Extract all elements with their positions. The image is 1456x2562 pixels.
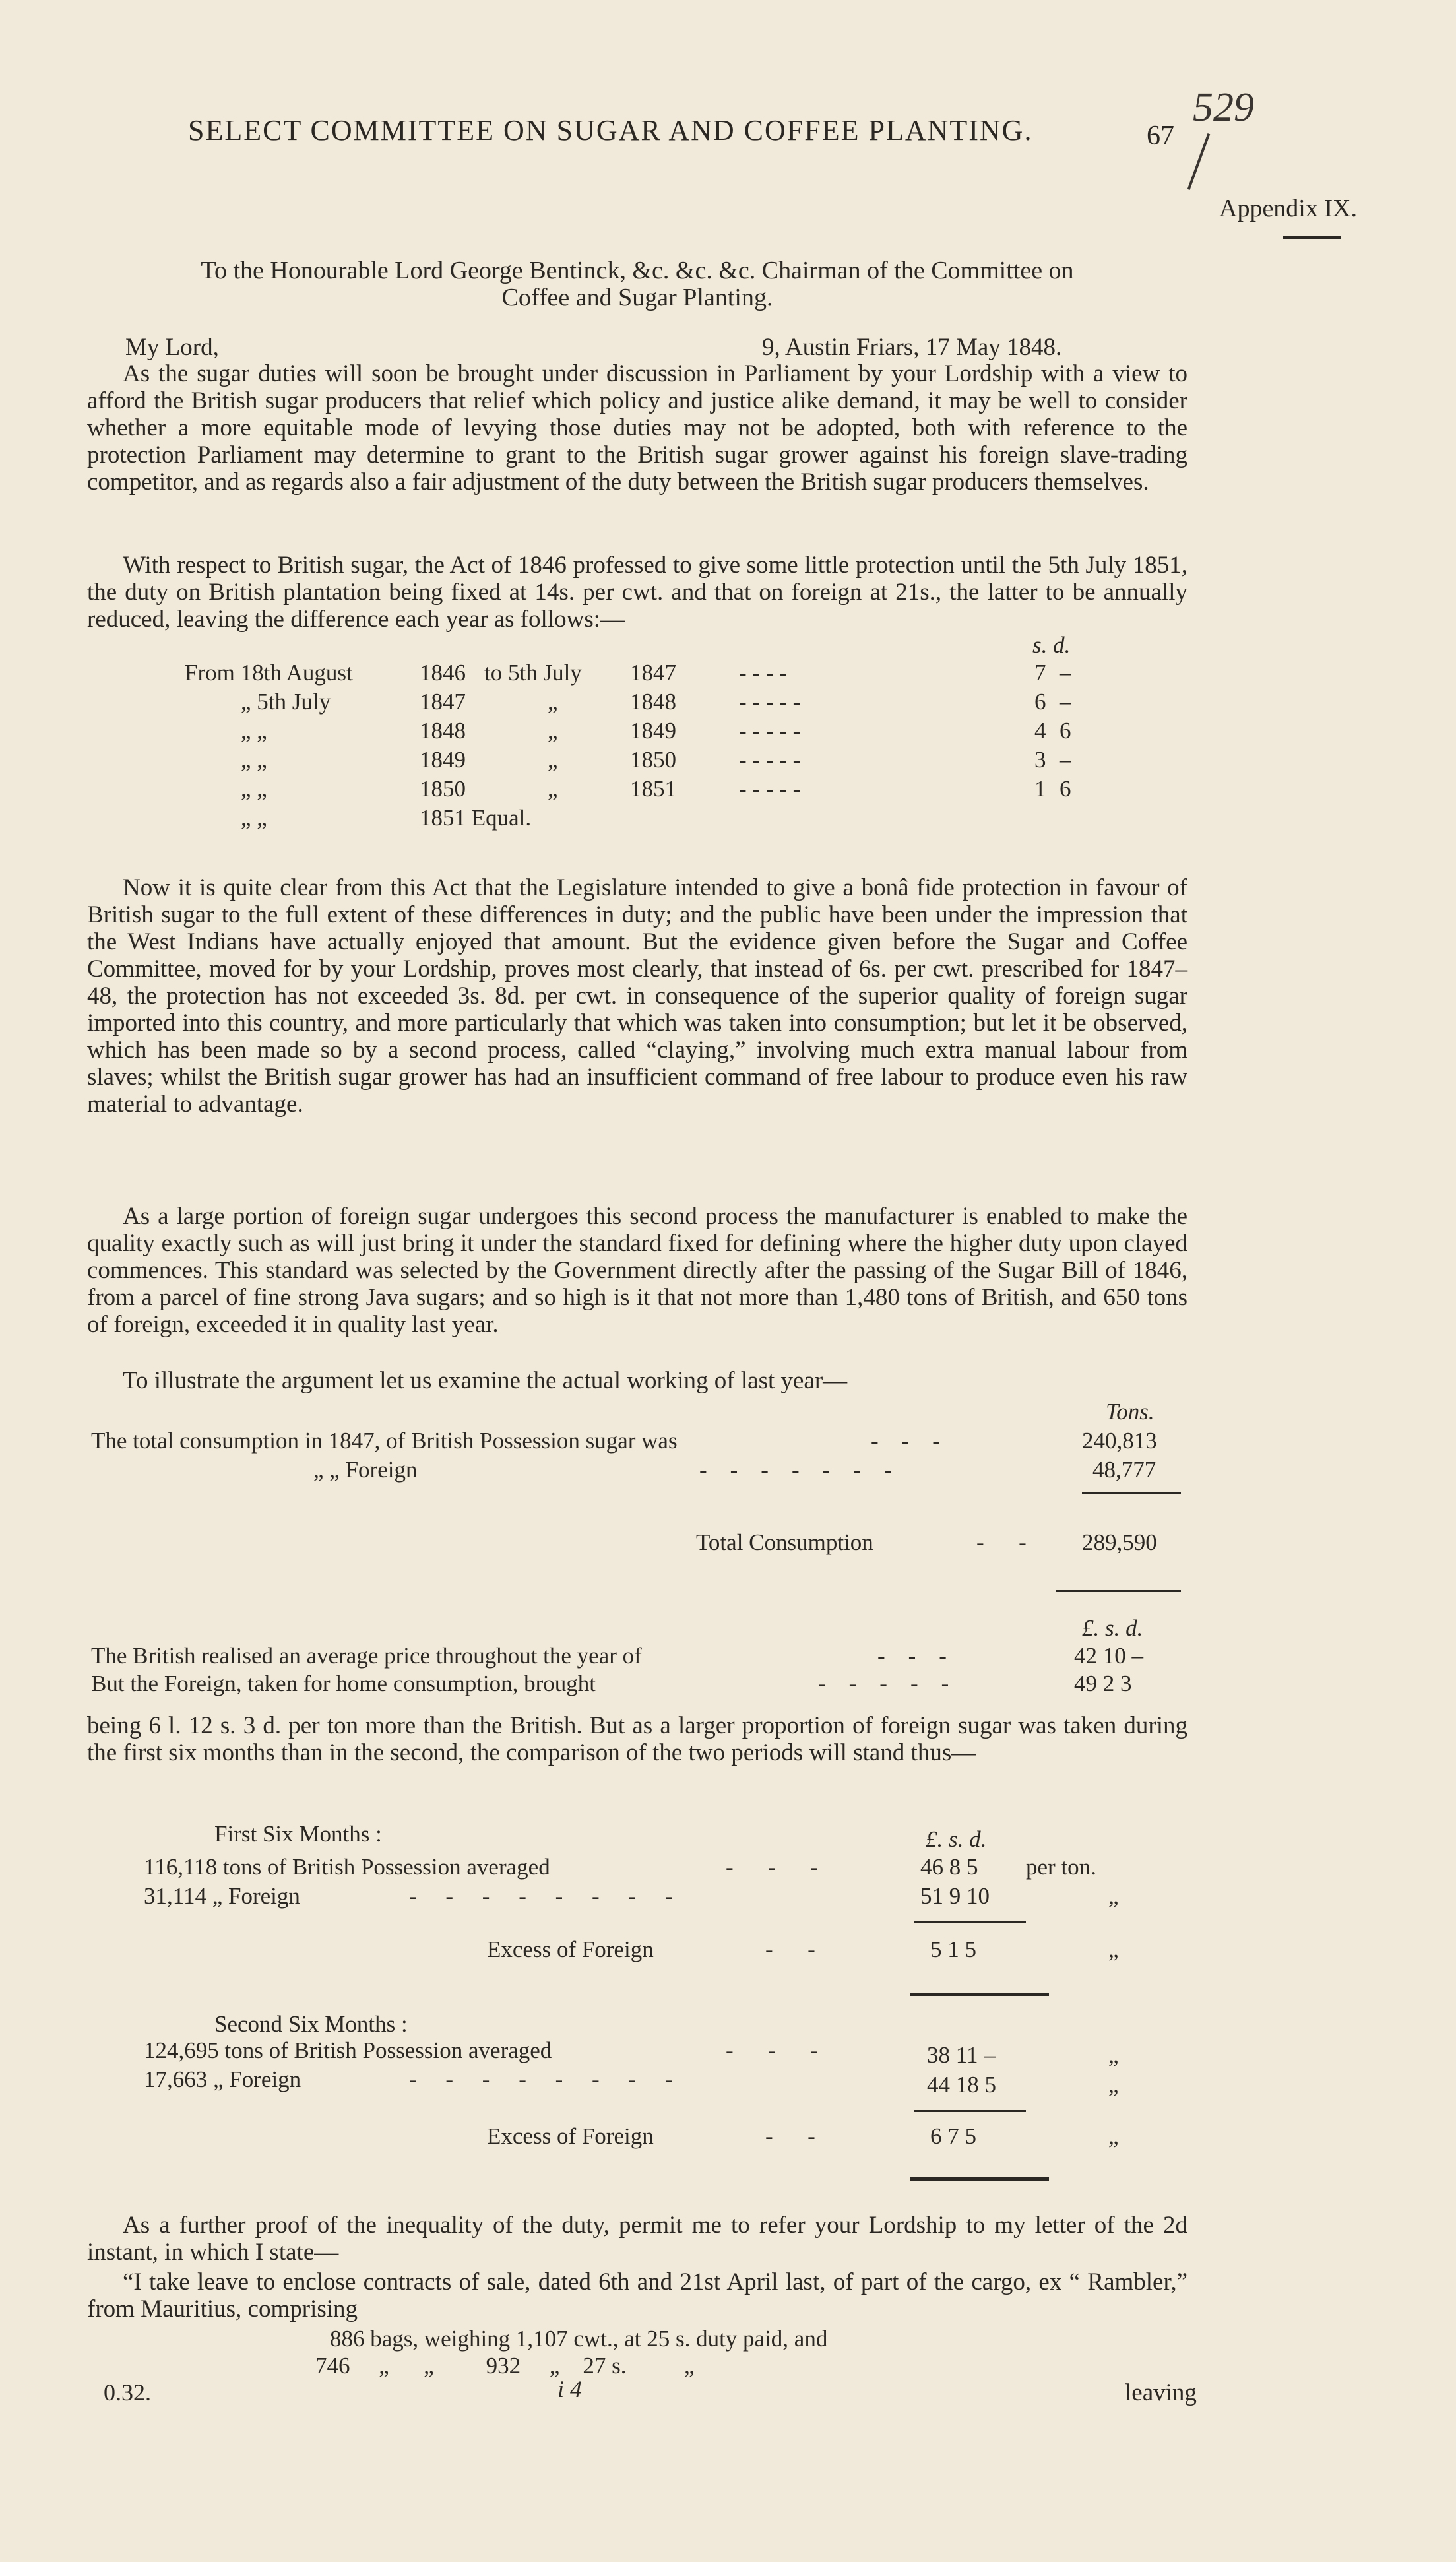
paragraph-8: “I take leave to enclose contracts of sale, dated 6th and 21st April last, of part of the cargo, ex “ Rambler,” from Mauritius, comprising — [87, 2268, 1187, 2322]
second-six-months-title: Second Six Months : — [214, 2011, 408, 2037]
handwritten-folio-number: 529 — [1193, 85, 1254, 130]
dash-leader: - - - — [871, 1428, 940, 1454]
sum-rule — [914, 1921, 1026, 1923]
consumption-british-label: The total consumption in 1847, of British Possession sugar was — [91, 1428, 678, 1454]
bags-line-1: 886 bags, weighing 1,107 cwt., at 25 s. duty paid, and — [330, 2326, 828, 2352]
appendix-rule — [1283, 236, 1341, 239]
dash-leader: - - - - - - - - — [409, 1883, 673, 1909]
paragraph-7-block — [87, 2212, 1187, 2266]
address-block — [87, 257, 1187, 311]
paragraph-3-block — [87, 874, 1187, 1118]
paragraph-4-block — [87, 1203, 1187, 1338]
ditto-mark: „ — [1108, 1883, 1119, 1909]
paragraph-1: As the sugar duties will soon be brought under discussion in Parliament by your Lordship with a view to afford the British sugar producers that relief which policy and justice alike demand, it may be well to consider whether a more equitable mode of levying those duties may not be adopted, both with reference to the protection Parliament may determine to grant to the British sugar grower against his foreign slave-trading competitor, and as regards also a fair adjustment of the duty between the British sugar producers themselves. — [87, 360, 1187, 496]
consumption-total-value: 289,590 — [1082, 1529, 1157, 1555]
british-price-value: 42 10 – — [1074, 1643, 1143, 1669]
paragraph-6-block — [87, 1712, 1187, 1766]
second-foreign-label: 17,663 „ Foreign — [144, 2066, 301, 2092]
dash-leader: - - — [976, 1529, 1027, 1555]
second-excess-value: 6 7 5 — [930, 2123, 976, 2149]
paragraph-2: With respect to British sugar, the Act of 1846 professed to give some little protection until the 5th July 1851, the duty on British plantation being fixed at 14s. per cwt. and that on foreign at 21s., the latter to be annually reduced, leaving the difference each year as follows:— — [87, 552, 1187, 633]
tons-unit-header: Tons. — [1106, 1399, 1155, 1425]
foreign-price-value: 49 2 3 — [1074, 1671, 1132, 1696]
six-months-header: £. s. d. — [926, 1826, 987, 1852]
first-foreign-value: 51 9 10 — [920, 1883, 990, 1909]
consumption-foreign-value: 48,777 — [1092, 1457, 1156, 1483]
consumption-total-label: Total Consumption — [696, 1529, 873, 1555]
dash-leader: - - - - - - - - — [409, 2066, 673, 2092]
total-rule — [910, 1993, 1049, 1996]
ditto-mark: „ — [1108, 2042, 1119, 2068]
paragraph-5: To illustrate the argument let us examine the actual working of last year— — [123, 1367, 848, 1394]
dash-leader: - - — [765, 1937, 815, 1962]
british-price-label: The British realised an average price throughout the year of — [91, 1643, 642, 1669]
per-ton-unit: per ton. — [1026, 1854, 1096, 1880]
paragraph-5-block — [87, 1367, 1187, 1394]
sum-rule — [1082, 1492, 1181, 1494]
page-number: 67 — [1147, 121, 1174, 151]
handwritten-stroke — [1187, 133, 1211, 190]
paragraph-7: As a further proof of the inequality of the duty, permit me to refer your Lordship to my letter of the 2d instant, in which I state— — [87, 2212, 1187, 2266]
total-rule — [910, 2177, 1049, 2181]
total-rule — [1056, 1590, 1181, 1592]
first-foreign-label: 31,114 „ Foreign — [144, 1883, 300, 1909]
foreign-price-label: But the Foreign, taken for home consumption, brought — [91, 1671, 596, 1696]
address-line-2: Coffee and Sugar Planting. — [501, 284, 773, 311]
paragraph-3: Now it is quite clear from this Act that the Legislature intended to give a bonâ fide protection in favour of British sugar to the full extent of these differences in duty; and the public have been under the impression that the West Indians have actually enjoyed that amount. But the evidence given before the Sugar and Coffee Committee, moved for by your Lordship, proves most clearly, that instead of 6s. per cwt. prescribed for 1847–48, the protection has not exceeded 3s. 8d. per cwt. in consequence of the superior quality of foreign sugar imported into this country, and more particularly that which was taken into consumption; but let it be observed, which has been made so by a second process, called “claying,” involving much extra manual labour from slaves; whilst the British sugar grower has had an insufficient command of free labour to produce even his raw material to advantage. — [87, 874, 1187, 1118]
dash-leader: - - — [765, 2123, 815, 2149]
catchword: leaving — [1125, 2379, 1197, 2406]
dash-leader: - - - — [726, 2037, 818, 2063]
consumption-british-value: 240,813 — [1082, 1428, 1157, 1454]
bags-line-2: 746 „ „ 932 „ 27 s. „ — [315, 2353, 695, 2379]
second-british-value: 38 11 – — [927, 2042, 996, 2068]
dash-leader: - - - — [726, 1854, 818, 1880]
dash-leader: - - - - - - - — [699, 1457, 892, 1483]
price-header: £. s. d. — [1082, 1615, 1143, 1641]
paragraph-2-block — [87, 552, 1187, 633]
dateline: 9, Austin Friars, 17 May 1848. — [762, 334, 1062, 361]
appendix-label: Appendix IX. — [1219, 195, 1357, 222]
consumption-foreign-label: „ „ Foreign — [313, 1457, 418, 1483]
page-header-title: SELECT COMMITTEE ON SUGAR AND COFFEE PLANTING. — [188, 114, 1033, 146]
paragraph-4: As a large portion of foreign sugar undergoes this second process the manufacturer is enabled to make the quality exactly such as will just bring it under the standard fixed for defining where the higher duty upon clayed commences. This standard was selected by the Government directly after the passing of the Sugar Bill of 1846, from a parcel of fine strong Java sugars; and so high is it that not more than 1,480 tons of British, and 650 tons of foreign, exceeded it in quality last year. — [87, 1203, 1187, 1338]
first-excess-value: 5 1 5 — [930, 1937, 976, 1962]
dash-leader: - - - — [877, 1643, 947, 1669]
salutation: My Lord, — [125, 334, 219, 361]
paragraph-1-block — [87, 360, 1187, 496]
ditto-mark: „ — [1108, 1937, 1119, 1962]
address-line-1: To the Honourable Lord George Bentinck, &c. &c. &c. Chairman of the Committee on — [201, 257, 1074, 284]
footer-signature-mark: i 4 — [557, 2376, 583, 2402]
ditto-mark: „ — [1108, 2072, 1119, 2098]
first-six-months-title: First Six Months : — [214, 1821, 382, 1847]
second-british-label: 124,695 tons of British Possession averaged — [144, 2037, 552, 2063]
duty-table-header: s. d. — [1032, 632, 1071, 658]
document-page: SELECT COMMITTEE ON SUGAR AND COFFEE PLANTING. 67 529 Appendix IX. To the Honourable Lord George Bentinck, &c. &c. &c. Chairman of the Committee on Coffee and Sugar Planting. My Lord, 9, Austin Friars, 17 May 1848. As the sugar duties will soon be brought under discussion in Parliament by your Lordship with a view to afford the British sugar producers that relief which policy and justice alike demand, it may be well to consider whether a more equitable mode of levying those duties may not be adopted, both with reference to the protection Parliament may determine to grant to the British sugar grower against his foreign slave-trading competitor, and as regards also a fair adjustment of the duty between the British sugar producers themselves. With respect to British sugar, the Act of 1846 professed to give some little protection until the 5th July 1851, the duty on British plantation being fixed at 14s. per cwt. and that on foreign at 21s., the latter to be annually reduced, leaving the difference each year as follows:— s. d. From 18th August 1846 to 5th July 1847 - - - - 7 – „ 5th July 1847 „ 1848 - - - - - 6 – „ „ 1848 „ 1849 - - - - - 4 6 „ „ 1849 „ 1850 - - - - - 3 – „ „ 1850 „ 1851 - - - - - 1 6 „ „ 1851 Equal. Now it is quite clear from this Act that the Legislature intended to give a bonâ fide protection in favour of British sugar to the full extent of these differences in duty; and the public have been under the impression that the West Indians have actually enjoyed that amount. But the evidence given before the Sugar and Coffee Committee, moved for by your Lordship, proves most clearly, that instead of 6s. per cwt. prescribed for 1847–48, the protection has not exceeded 3s. 8d. per cwt. in consequence of the superior quality of foreign sugar imported into this country, and more particularly that which was taken into consumption; but let it be observed, which has been made so by a second process, called “claying,” involving much extra manual labour from slaves; whilst the British sugar grower has had an insufficient command of free labour to produce even his raw material to advantage. As a large portion of foreign sugar undergoes this second process the manufacturer is enabled to make the quality exactly such as will just bring it under the standard fixed for defining where the higher duty upon clayed commences. This standard was selected by the Government directly after the passing of the Sugar Bill of 1846, from a parcel of fine strong Java sugars; and so high is it that not more than 1,480 tons of British, and 650 tons of foreign, exceeded it in quality last year. To illustrate the argument let us examine the actual working of last year— Tons. The total consumption in 1847, of British Possession sugar was - - - 240,813 „ „ Foreign - - - - - - - 48,777 Total Consumption - - 289,590 £. s. d. The British realised an average price throughout the year of - - - 42 10 – But the Foreign, taken for home consumption, brought - - - - - 49 2 3 being 6 l. 12 s. 3 d. per ton more than the British. But as a larger proportion of foreign sugar was taken during the first six months than in the second, the comparison of the two periods will stand thus— First Six Months : £. s. d. 116,118 tons of British Possession averaged - - - 46 8 5 per ton. 31,114 „ Foreign - - - - - - - - 51 9 10 „ Excess of Foreign - - 5 1 5 „ Second Six Months : 124,695 tons of British Possession averaged - - - 38 11 – „ 17,663 „ Foreign - - - - - - - - 44 18 5 „ Excess of Foreign - - 6 7 5 „ As a further proof of the inequality of the duty, permit me to refer your Lordship to my letter of the 2d instant, in which I state— “I take leave to enclose contracts of sale, dated 6th and 21st April last, of part of the cargo, ex “ Rambler,” from Mauritius, comprising 886 bags, weighing 1,107 cwt., at 25 s. duty paid, and 746 „ „ 932 „ 27 s. „ 0.32. i 4 leaving — [87, 85, 1357, 2406]
sum-rule — [914, 2110, 1026, 2112]
first-excess-label: Excess of Foreign — [487, 1937, 654, 1962]
paragraph-8-block — [87, 2268, 1187, 2322]
first-british-value: 46 8 5 — [920, 1854, 978, 1880]
ditto-mark: „ — [1108, 2123, 1119, 2149]
paragraph-6: being 6 l. 12 s. 3 d. per ton more than the British. But as a larger proportion of foreign sugar was taken during the first six months than in the second, the comparison of the two periods will stand thus— — [87, 1712, 1187, 1766]
second-foreign-value: 44 18 5 — [927, 2072, 996, 2098]
dash-leader: - - - - - — [818, 1671, 949, 1696]
footer-left-code: 0.32. — [104, 2379, 151, 2406]
second-excess-label: Excess of Foreign — [487, 2123, 654, 2149]
first-british-label: 116,118 tons of British Possession averaged — [144, 1854, 550, 1880]
